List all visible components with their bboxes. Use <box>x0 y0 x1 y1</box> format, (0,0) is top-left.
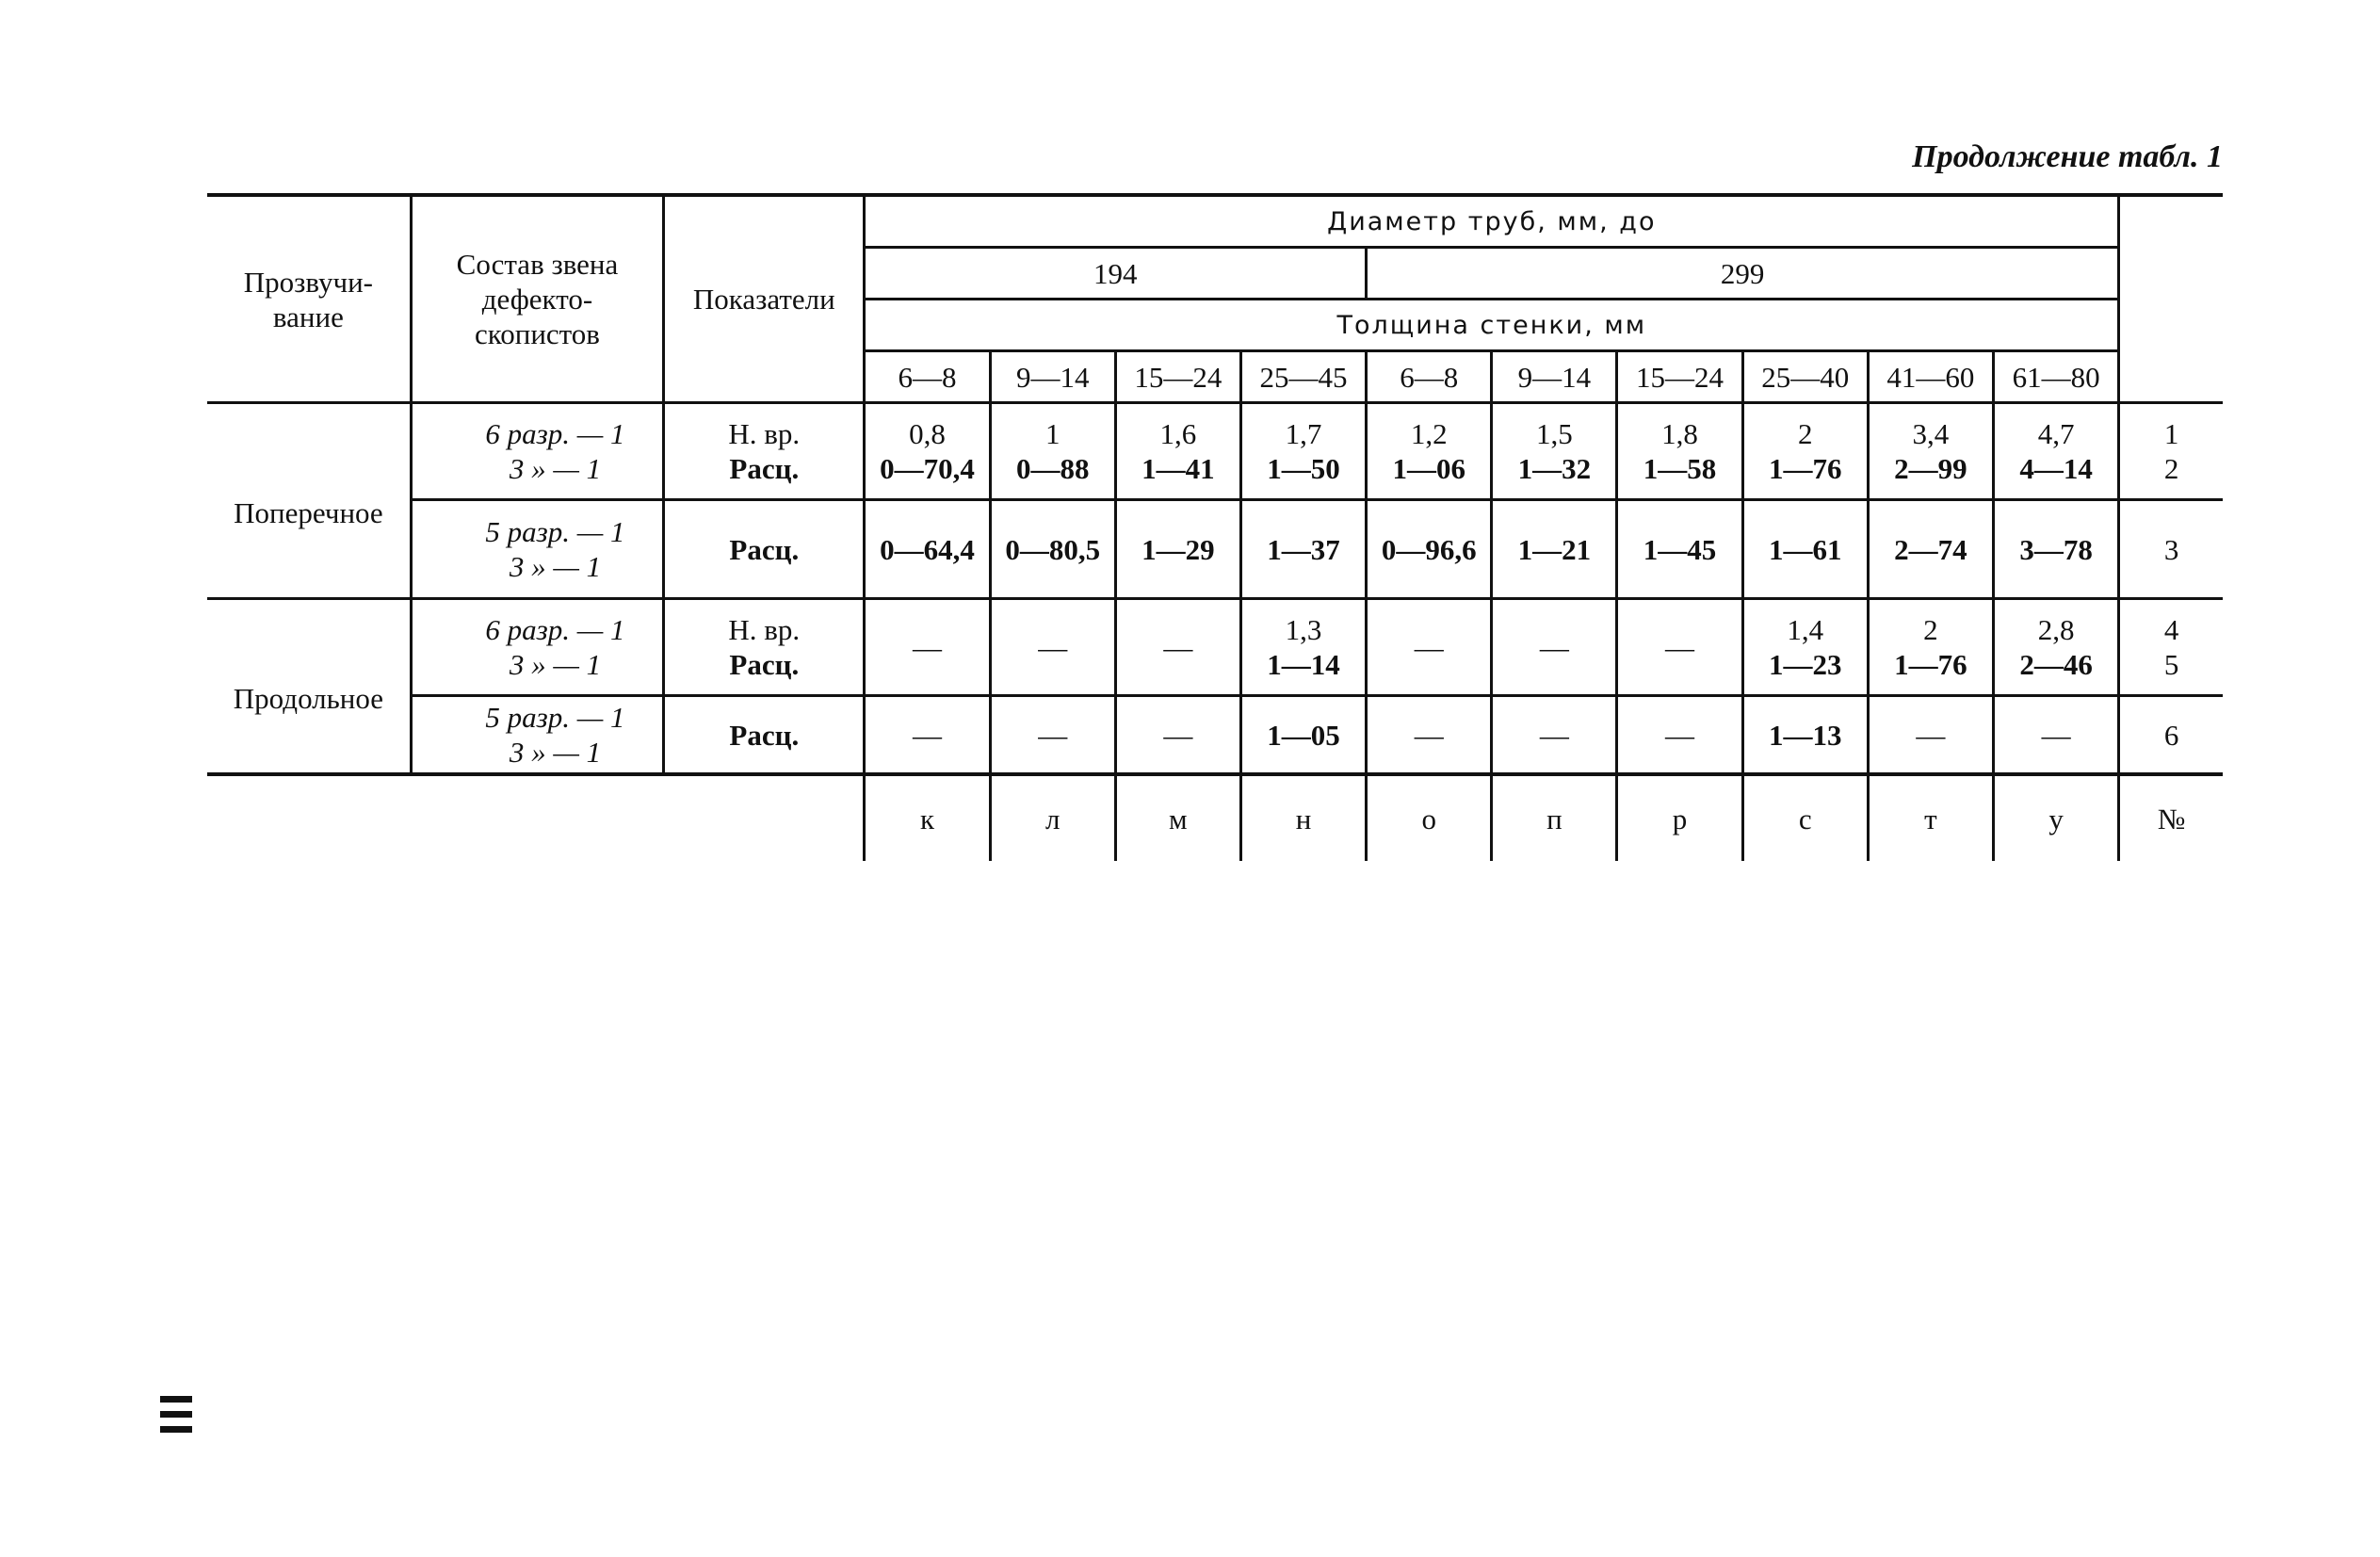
col-exposure-header: Прозвучи- вание <box>207 195 411 403</box>
value-cell <box>1742 599 1868 696</box>
thickness-range-cell: 41—60 <box>1868 351 1993 403</box>
diameter-group-194: 194 <box>865 248 1367 300</box>
table-row <box>207 403 2223 500</box>
exposure-cell: Поперечное <box>207 403 411 599</box>
crew-line: 6 разр. — 1 <box>485 613 625 646</box>
value-cell <box>1492 599 1617 696</box>
value-cell <box>1868 500 1993 599</box>
value-cell <box>1868 403 1993 500</box>
value-cell <box>1240 696 1366 775</box>
rate-value: 0—64,4 <box>880 532 975 566</box>
column-letter: с <box>1742 774 1868 861</box>
value-cell <box>1115 500 1240 599</box>
col-crew-header: Состав звена дефекто- скопистов <box>411 195 663 403</box>
rate-value: 2—99 <box>1894 452 1967 485</box>
value-cell <box>1115 403 1240 500</box>
value-cell <box>990 696 1115 775</box>
thickness-range-cell: 15—24 <box>1115 351 1240 403</box>
crew-line: 3 » — 1 <box>509 452 602 485</box>
value-cell <box>1742 403 1868 500</box>
value-cell <box>1993 599 2118 696</box>
column-letters-row <box>207 774 2223 861</box>
value-cell <box>1240 403 1366 500</box>
column-letter: р <box>1617 774 1742 861</box>
time-norm-value: — <box>1414 630 1444 664</box>
row-number: 1 <box>2163 417 2179 450</box>
rate-value: 4—14 <box>2019 452 2093 485</box>
rate-value: 1—32 <box>1517 452 1592 485</box>
col-indicators-header: Показатели <box>664 195 865 403</box>
norms-table <box>207 193 2223 861</box>
value-cell <box>990 599 1115 696</box>
value-cell <box>1868 696 1993 775</box>
value-cell <box>1993 500 2118 599</box>
value-cell <box>1240 500 1366 599</box>
value-cell <box>865 500 990 599</box>
row-number-cell <box>2119 403 2223 500</box>
time-norm-value: 1,8 <box>1661 417 1698 450</box>
crew-line: 5 разр. — 1 <box>485 701 625 734</box>
diameter-header: Диаметр труб, мм, до <box>865 195 2119 248</box>
value-cell <box>865 403 990 500</box>
row-number-cell <box>2119 599 2223 696</box>
rate-value: 3—78 <box>2019 532 2093 566</box>
time-norm-value: 2 <box>1797 417 1813 450</box>
crew-cell <box>411 500 663 599</box>
table-row <box>207 599 2223 696</box>
value-cell <box>1993 403 2118 500</box>
time-norm-value: 2,8 <box>2037 613 2075 646</box>
time-norm-value: 1,2 <box>1410 417 1448 450</box>
indicator-line: Расц. <box>729 718 800 752</box>
thickness-range-cell: 9—14 <box>1492 351 1617 403</box>
value-cell <box>865 599 990 696</box>
diameter-group-299: 299 <box>1367 248 2119 300</box>
crew-line: 6 разр. — 1 <box>485 417 625 450</box>
row-number: 6 <box>2163 718 2179 752</box>
value-cell <box>1115 599 1240 696</box>
time-norm-value: 3,4 <box>1912 417 1950 450</box>
table-row <box>207 500 2223 599</box>
rate-value: — <box>1916 718 1946 752</box>
number-col-header <box>2119 195 2223 403</box>
rate-value: — <box>2041 718 2071 752</box>
rate-value: 0—80,5 <box>1005 532 1101 566</box>
indicator-line: Н. вр. <box>728 417 801 450</box>
row-number-cell <box>2119 696 2223 775</box>
thickness-range-cell: 6—8 <box>1367 351 1492 403</box>
time-norm-value: — <box>1539 630 1569 664</box>
value-cell <box>1492 500 1617 599</box>
rate-value: 1—76 <box>1894 648 1967 681</box>
rate-value: 1—76 <box>1768 452 1842 485</box>
page-title: Продолжение табл. 1 <box>1912 139 2223 174</box>
indicator-cell <box>664 500 865 599</box>
crew-line: 3 » — 1 <box>509 736 602 769</box>
value-cell <box>1742 696 1868 775</box>
crew-line: 3 » — 1 <box>509 550 602 583</box>
number-column-label: № <box>2119 774 2223 861</box>
column-letter: л <box>990 774 1115 861</box>
rate-value: 1—37 <box>1267 532 1340 566</box>
rate-value: — <box>1665 718 1695 752</box>
row-number: 5 <box>2163 648 2179 681</box>
value-cell <box>1367 599 1492 696</box>
column-letter: н <box>1240 774 1366 861</box>
time-norm-value: 1 <box>1044 417 1060 450</box>
thickness-range-cell: 6—8 <box>865 351 990 403</box>
value-cell <box>1993 696 2118 775</box>
time-norm-value: 0,8 <box>909 417 946 450</box>
time-norm-value: — <box>1038 630 1068 664</box>
rate-value: 2—74 <box>1894 532 1967 566</box>
time-norm-value: — <box>1665 630 1695 664</box>
blank-cell <box>207 774 865 861</box>
indicator-line: Расц. <box>729 532 800 566</box>
page-number-mark <box>160 1392 192 1437</box>
crew-cell <box>411 599 663 696</box>
value-cell <box>1367 403 1492 500</box>
rate-value: 1—14 <box>1267 648 1340 681</box>
rate-value: 0—96,6 <box>1381 532 1477 566</box>
time-norm-value: 1,5 <box>1536 417 1573 450</box>
rate-value: 0—70,4 <box>880 452 975 485</box>
value-cell <box>1115 696 1240 775</box>
time-norm-value: 1,4 <box>1787 613 1824 646</box>
indicator-line: Расц. <box>729 648 800 681</box>
rate-value: 1—50 <box>1267 452 1340 485</box>
time-norm-value: 1,7 <box>1285 417 1322 450</box>
indicator-line: Расц. <box>729 452 800 485</box>
value-cell <box>1492 696 1617 775</box>
thickness-header: Толщина стенки, мм <box>865 300 2119 351</box>
time-norm-value: — <box>1163 630 1193 664</box>
row-number: 3 <box>2163 532 2179 566</box>
column-letter: т <box>1868 774 1993 861</box>
rate-value: — <box>1163 718 1193 752</box>
indicator-cell <box>664 599 865 696</box>
column-letter: к <box>865 774 990 861</box>
table-row <box>207 696 2223 775</box>
value-cell <box>1617 599 1742 696</box>
thickness-range-cell: 9—14 <box>990 351 1115 403</box>
time-norm-value: 2 <box>1923 613 1938 646</box>
rate-value: — <box>1038 718 1068 752</box>
value-cell <box>1492 403 1617 500</box>
column-letter: у <box>1993 774 2118 861</box>
rate-value: 1—41 <box>1141 452 1215 485</box>
exposure-cell: Продольное <box>207 599 411 775</box>
thickness-range-cell: 15—24 <box>1617 351 1742 403</box>
time-norm-value: 1,3 <box>1285 613 1322 646</box>
row-number: 2 <box>2163 452 2179 485</box>
rate-value: 1—21 <box>1517 532 1592 566</box>
rate-value: 1—45 <box>1643 532 1717 566</box>
time-norm-value: 4,7 <box>2037 417 2075 450</box>
indicator-cell <box>664 696 865 775</box>
value-cell <box>990 403 1115 500</box>
value-cell <box>1617 696 1742 775</box>
row-number: 4 <box>2163 613 2179 646</box>
thickness-range-cell: 25—40 <box>1742 351 1868 403</box>
rate-value: — <box>1539 718 1569 752</box>
value-cell <box>1868 599 1993 696</box>
indicator-line: Н. вр. <box>728 613 801 646</box>
rate-value: 1—23 <box>1768 648 1842 681</box>
column-letter: о <box>1367 774 1492 861</box>
thickness-range-cell: 25—45 <box>1240 351 1366 403</box>
rate-value: 0—88 <box>1015 452 1090 485</box>
value-cell <box>1742 500 1868 599</box>
rate-value: 1—06 <box>1392 452 1465 485</box>
rate-value: 1—29 <box>1141 532 1215 566</box>
rate-value: 2—46 <box>2019 648 2093 681</box>
rate-value: — <box>1414 718 1444 752</box>
rate-value: 1—13 <box>1768 718 1842 752</box>
value-cell <box>1367 500 1492 599</box>
crew-line: 3 » — 1 <box>509 648 602 681</box>
value-cell <box>1617 500 1742 599</box>
value-cell <box>1617 403 1742 500</box>
value-cell <box>990 500 1115 599</box>
rate-value: 1—61 <box>1768 532 1842 566</box>
thickness-range-cell: 61—80 <box>1993 351 2118 403</box>
value-cell <box>1240 599 1366 696</box>
column-letter: п <box>1492 774 1617 861</box>
value-cell <box>1367 696 1492 775</box>
column-letter: м <box>1115 774 1240 861</box>
row-number-cell <box>2119 500 2223 599</box>
crew-line: 5 разр. — 1 <box>485 515 625 548</box>
time-norm-value: 1,6 <box>1159 417 1197 450</box>
indicator-cell <box>664 403 865 500</box>
crew-cell <box>411 403 663 500</box>
rate-value: — <box>913 718 943 752</box>
time-norm-value: — <box>913 630 943 664</box>
value-cell <box>865 696 990 775</box>
rate-value: 1—05 <box>1267 718 1340 752</box>
crew-cell <box>411 696 663 775</box>
rate-value: 1—58 <box>1643 452 1717 485</box>
